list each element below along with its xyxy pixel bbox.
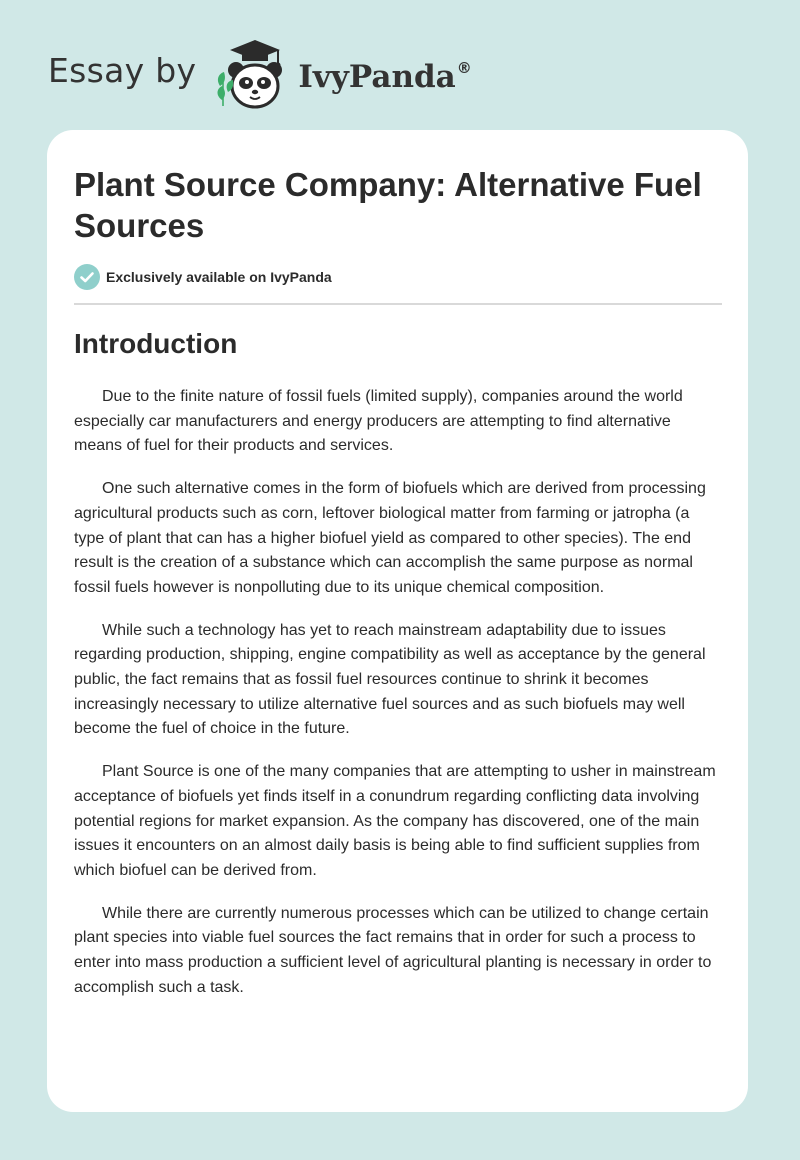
article-body	[74, 385, 722, 1018]
paragraph: While such a technology has yet to reach mainstream adaptability due to issues regarding production, shipping, engine compatibility as well as acceptance by the general public, the fact remains that as fossil fuel resources continue to shrink it becomes increasingly necessary to utilize alternative fuel sources and as such biofuels may well become the fuel of choice in the future.	[74, 621, 706, 738]
brand-name-text: IvyPanda	[298, 59, 456, 95]
exclusive-label: Exclusively available on IvyPanda	[106, 269, 332, 285]
check-circle-icon	[74, 264, 100, 290]
brand-prefix: Essay by	[48, 50, 197, 90]
panda-graduate-icon	[210, 34, 300, 114]
divider	[74, 303, 722, 305]
exclusive-badge	[74, 264, 332, 290]
paragraph: Due to the finite nature of fossil fuels (limited supply), companies around the world especially car manufacturers and energy producers are attempting to find alternative means of fuel for their products and services.	[74, 388, 683, 455]
paragraph: While there are currently numerous processes which can be utilized to change certain plant species into viable fuel sources the fact remains that in order for such a process to enter into mass production a sufficient level of agricultural planting is necessary in order to accomplish such a task.	[74, 904, 712, 996]
article-card	[47, 130, 748, 1112]
article-title: Plant Source Company: Alternative Fuel Sources	[74, 166, 702, 244]
section-heading: Introduction	[74, 328, 238, 359]
registered-mark: ®	[456, 59, 472, 77]
paragraph: Plant Source is one of the many companies that are attempting to usher in mainstream acceptance of biofuels yet finds itself in a conundrum regarding conflicting data involving potential regions for market expansion. As the company has discovered, one of the main issues it encounters on an almost daily basis is being able to find sufficient supplies from which biofuel can be derived from.	[74, 763, 716, 879]
brand-name	[298, 59, 471, 95]
site-header	[48, 34, 472, 114]
paragraph: One such alternative comes in the form of biofuels which are derived from processing agricultural products such as corn, leftover biological matter from farming or jatropha (a type of plant that can has a higher biofuel yield as compared to other species). The end result is the creation of a substance which can accomplish the same purpose as normal fossil fuels however is nonpolluting due to its unique chemical composition.	[74, 480, 706, 596]
